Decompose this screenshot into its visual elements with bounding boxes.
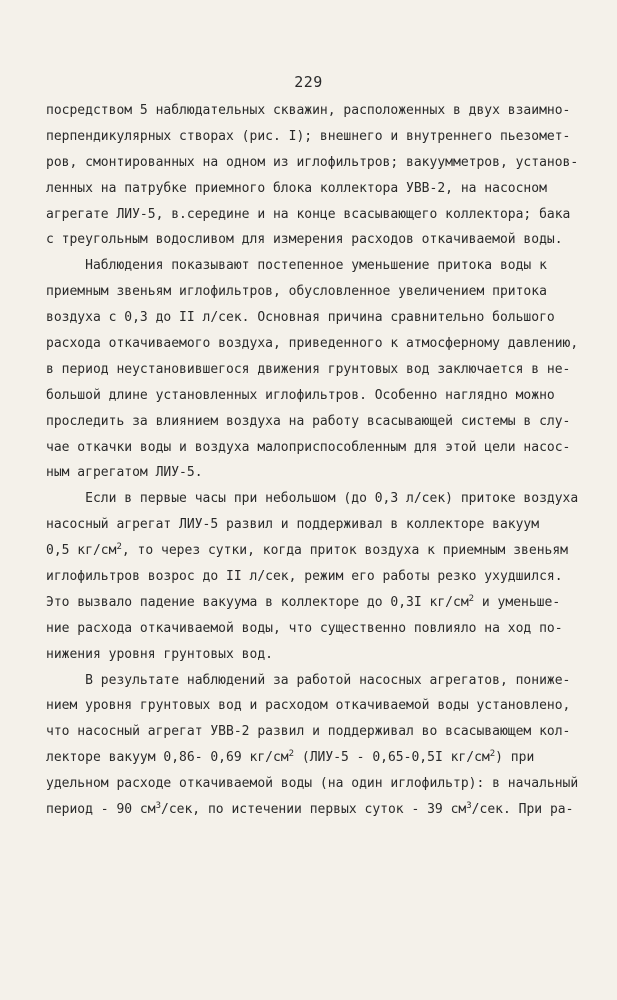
text-segment: нижения уровня грунтовых вод. <box>46 646 273 662</box>
text-segment: и уменьше- <box>474 594 561 610</box>
text-segment: период - 90 см <box>46 802 156 818</box>
text-line <box>46 279 582 305</box>
text-line <box>46 797 582 823</box>
text-segment: чае откачки воды и воздуха малоприспособленным для этой цели насос- <box>46 439 571 455</box>
text-segment: /сек. При ра- <box>471 802 574 818</box>
text-segment: 0,5 кг/см <box>46 543 117 559</box>
text-segment: ние расхода откачиваемой воды, что существенно повлияло на ход по- <box>46 620 563 636</box>
text-segment: Это вызвало падение вакуума в коллекторе до 0,3I кг/см <box>46 594 469 610</box>
text-segment: агрегате ЛИУ-5, в.середине и на конце всасывающего коллектора; бака <box>46 206 571 222</box>
page-number: 229 <box>294 73 323 91</box>
text-line <box>46 719 582 745</box>
text-line <box>46 460 582 486</box>
text-line <box>46 409 582 435</box>
superscript: 2 <box>116 542 122 553</box>
text-line <box>46 383 582 409</box>
text-line <box>46 564 582 590</box>
text-segment: (ЛИУ-5 - 0,65-0,5I кг/см <box>294 750 490 766</box>
text-segment: воздуха с 0,3 до II л/сек. Основная причина сравнительно большого <box>46 310 555 326</box>
text-segment: приемным звеньям иглофильтров, обусловленное увеличением притока <box>46 284 547 300</box>
text-line <box>46 745 582 771</box>
text-line <box>46 202 582 228</box>
text-segment: нием уровня грунтовых вод и расходом откачиваемой воды установлено, <box>46 698 571 714</box>
text-segment: , то через сутки, когда приток воздуха к приемным звеньям <box>121 543 568 559</box>
text-segment: удельном расходе откачиваемой воды (на один иглофильтр): в начальный <box>46 776 579 792</box>
text-line <box>46 693 582 719</box>
text-segment: иглофильтров возрос до II л/сек, режим его работы резко ухудшился. <box>46 569 563 585</box>
text-segment: Если в первые часы при небольшом (до 0,3 л/сек) притоке воздуха <box>46 491 579 507</box>
superscript: 2 <box>288 749 295 760</box>
text-line <box>46 227 582 253</box>
superscript: 2 <box>489 749 496 760</box>
text-segment: в период неустановившегося движения грунтовых вод заключается в не- <box>46 361 571 377</box>
text-segment: посредством 5 наблюдательных скважин, расположенных в двух взаимно- <box>46 103 571 118</box>
text-segment: с треугольным водосливом для измерения расходов откачиваемой воды. <box>46 232 563 248</box>
text-line <box>46 668 582 694</box>
text-line <box>46 642 582 668</box>
text-segment: /сек, по истечении первых суток - 39 см <box>161 802 467 818</box>
text-segment: ) при <box>495 750 535 766</box>
text-segment: насосный агрегат ЛИУ-5 развил и поддерживал в коллекторе вакуум <box>46 517 540 533</box>
text-segment: Наблюдения показывают постепенное уменьшение притока воды к <box>46 258 547 274</box>
body-text <box>46 98 582 823</box>
text-segment: большой длине установленных иглофильтров. Особенно наглядно можно <box>46 387 555 403</box>
text-line <box>46 435 582 461</box>
superscript: 3 <box>466 801 472 812</box>
text-line <box>46 124 582 150</box>
text-segment: расхода откачиваемого воздуха, приведенного к атмосферному давлению, <box>46 336 579 352</box>
text-line <box>46 538 582 564</box>
text-segment: лекторе вакуум 0,86- 0,69 кг/см <box>46 750 289 766</box>
text-line <box>46 98 582 124</box>
text-segment: что насосный агрегат УВВ-2 развил и поддерживал во всасывающем кол- <box>46 724 571 740</box>
text-line <box>46 253 582 279</box>
text-segment: ров, смонтированных на одном из иглофильтров; вакуумметров, установ- <box>46 154 579 170</box>
superscript: 3 <box>155 801 161 812</box>
text-segment: перпендикулярных створах (рис. I); внешнего и внутреннего пьезомет- <box>46 128 571 144</box>
text-line <box>46 331 582 357</box>
superscript: 2 <box>468 593 475 604</box>
text-line <box>46 150 582 176</box>
text-line <box>46 590 582 616</box>
text-line <box>46 771 582 797</box>
text-segment: В результате наблюдений за работой насосных агрегатов, пониже- <box>46 672 571 688</box>
text-line <box>46 357 582 383</box>
text-segment: ным агрегатом ЛИУ-5. <box>46 465 203 481</box>
text-segment: ленных на патрубке приемного блока коллектора УВВ-2, на насосном <box>46 180 547 196</box>
text-line <box>46 486 582 512</box>
text-line <box>46 512 582 538</box>
text-segment: проследить за влиянием воздуха на работу всасывающей системы в слу- <box>46 413 571 429</box>
text-line <box>46 305 582 331</box>
text-line <box>46 176 582 202</box>
text-line <box>46 616 582 642</box>
